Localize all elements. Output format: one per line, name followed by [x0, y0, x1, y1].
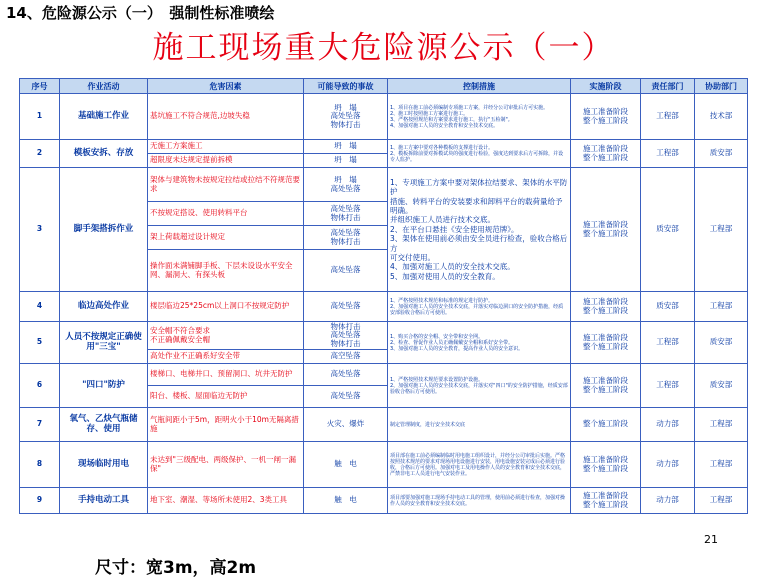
table-row	[20, 94, 748, 140]
activity-cell: "四口"防护	[60, 364, 148, 408]
stage-cell: 施工准备阶段 整个施工阶段	[571, 364, 641, 408]
hazard-cell: 基坑施工不符合规范,边坡失稳	[148, 94, 304, 140]
hazard-cell: 地下室、潮湿、等场所未使用2、3类工具	[148, 488, 304, 514]
accident-item: 坍 塌	[334, 102, 357, 112]
hazard-cell: 架体与建筑物未按规定拉结或拉结不符规范要求	[148, 168, 304, 202]
dept-cell: 工程部	[641, 364, 695, 408]
control-cell: 1、严格按照技术规范和标准的规定进行防护。 2、加强对施工人员的安全技术交底，并落实对临边洞口的安全防护措施，经质安部验收合格后方可使用。	[388, 292, 571, 322]
header-control: 控制措施	[388, 79, 571, 94]
table-row	[20, 322, 748, 350]
assist-dept-cell: 工程部	[695, 408, 748, 442]
hazard-cell: 楼层临边25*25cm以上洞口不按规定防护	[148, 292, 304, 322]
page-title: 施工现场重大危险源公示（一）	[152, 30, 615, 66]
control-cell: 制定管理制度，进行安全技术交底	[388, 408, 571, 442]
row-number: 6	[20, 364, 60, 408]
accident-cell	[304, 386, 388, 408]
hazard-cell: 阳台、楼板、屋面临边无防护	[148, 386, 304, 408]
accident-item: 高处坠落	[330, 227, 361, 237]
assist-dept-cell: 工程部	[695, 168, 748, 292]
accident-cell	[304, 250, 388, 292]
page-number: 21	[704, 533, 718, 546]
stage-cell: 施工准备阶段 整个施工阶段	[571, 168, 641, 292]
hazard-cell: 架上荷载超过设计规定	[148, 226, 304, 250]
control-cell: 项目部在施工前必须编制临时用电施工组织设计，并经分公司审批后实施。严格按照技术规范的要求对现场用电设施进行安装，用电设施安装完成后必须进行验收，合格后方可使用。加强对电工及用电操作人员的安全教育和安全技术交底，严禁非电工人员进行电气安装作业。	[388, 442, 571, 488]
activity-cell: 现场临时用电	[60, 442, 148, 488]
accident-cell	[304, 226, 388, 250]
accident-item: 高处坠落	[330, 330, 361, 340]
accident-item: 高处坠落	[330, 203, 361, 213]
hazard-cell: 无施工方案施工	[148, 140, 304, 154]
dept-cell: 动力部	[641, 488, 695, 514]
hazard-cell: 操作面未满铺脚手板、下层未设设水平安全网、漏洞大、有探头板	[148, 250, 304, 292]
stage-cell: 施工准备阶段 整个施工阶段	[571, 322, 641, 364]
accident-cell	[304, 292, 388, 322]
header-assist: 协助部门	[695, 79, 748, 94]
row-number: 3	[20, 168, 60, 292]
accident-item: 高处坠落	[330, 111, 361, 121]
hazard-cell: 超限度未达规定提前拆模	[148, 154, 304, 168]
table-body	[20, 94, 748, 514]
activity-cell: 手持电动工具	[60, 488, 148, 514]
row-number: 8	[20, 442, 60, 488]
assist-dept-cell: 质安部	[695, 364, 748, 408]
table-row	[20, 364, 748, 386]
accident-cell	[304, 154, 388, 168]
activity-cell: 模板安拆、存放	[60, 140, 148, 168]
dept-cell: 工程部	[641, 322, 695, 364]
header-stage: 实施阶段	[571, 79, 641, 94]
header-no: 序号	[20, 79, 60, 94]
activity-cell: 基础施工作业	[60, 94, 148, 140]
row-number: 5	[20, 322, 60, 364]
stage-cell: 整个施工阶段	[571, 408, 641, 442]
accident-item: 物体打击	[330, 338, 361, 348]
row-number: 9	[20, 488, 60, 514]
accident-item: 高空坠落	[330, 351, 361, 361]
control-cell: 1、专项施工方案中要对架体拉结要求、架体的水平防护 措施、转料平台的安装要求和卸料平台的载荷量给予明确。 并组织施工人员进行技术交底。 2、在平台口悬挂《安全使用规范牌》。 3、架体在使用前必须由安全员进行检查，验收合格后方 可交付使用。 4、加强对施工人员的安全技术交底。 5、加强对使用人员的安全教育。	[388, 168, 571, 292]
row-number: 2	[20, 140, 60, 168]
accident-item: 坍 塌	[334, 174, 357, 184]
assist-dept-cell: 技术部	[695, 94, 748, 140]
assist-dept-cell: 工程部	[695, 442, 748, 488]
hazard-cell: 未达到"三级配电、两级保护、一机一闸一漏保"	[148, 442, 304, 488]
stage-cell: 施工准备阶段 整个施工阶段	[571, 488, 641, 514]
control-cell: 1、项目在施工前必须编制专项施工方案，并经分公司审批后方可实施。 2、施工时按照施工方案进行施工。 3、严格按照规范和方案要求进行施工，执行"五检制"。 4、加强对施工人员的安全教育和安全技术交底。	[388, 94, 571, 140]
dept-cell: 工程部	[641, 94, 695, 140]
header-hazard: 危害因素	[148, 79, 304, 94]
assist-dept-cell: 工程部	[695, 292, 748, 322]
control-cell: 1、严格按照技术规范要求设置防护设施。 2、加强对施工人员的安全技术交底，并落实对"四口"的安全防护措施，经质安部验收合格后方可使用。	[388, 364, 571, 408]
stage-cell: 施工准备阶段 整个施工阶段	[571, 140, 641, 168]
hazard-cell: 气瓶间距小于5m，距明火小于10m无隔离措施	[148, 408, 304, 442]
accident-cell	[304, 408, 388, 442]
dept-cell: 动力部	[641, 442, 695, 488]
hazard-cell: 楼梯口、电梯井口、预留洞口、坑井无防护	[148, 364, 304, 386]
header-accident: 可能导致的事故	[304, 79, 388, 94]
hazard-table-wrapper	[19, 78, 747, 514]
table-row	[20, 168, 748, 202]
table-row	[20, 442, 748, 488]
accident-item: 物体打击	[330, 119, 361, 129]
accident-item: 高处坠落	[330, 183, 361, 193]
assist-dept-cell: 质安部	[695, 322, 748, 364]
section-heading: 14、危险源公示（一） 强制性标准喷绘	[6, 4, 275, 22]
accident-cell	[304, 350, 388, 364]
control-cell: 项目部要加强对施工现场手持电动工具的管理，使用前必须进行检查，加强对操作人员的安全教育和安全技术交底。	[388, 488, 571, 514]
accident-item: 物体打击	[330, 321, 361, 331]
stage-cell: 施工准备阶段 整个施工阶段	[571, 94, 641, 140]
accident-cell	[304, 322, 388, 350]
row-number: 7	[20, 408, 60, 442]
table-row	[20, 140, 748, 154]
stage-cell: 施工准备阶段 整个施工阶段	[571, 292, 641, 322]
control-cell: 1、施工方案中要对各种模板的支撑进行设计。 2、模板拆除前要对拆模试块的强度进行检验，强度达到要求后方可拆除，并设专人监护。	[388, 140, 571, 168]
hazard-cell: 高处作业不正确系好安全带	[148, 350, 304, 364]
hazard-table	[19, 78, 748, 514]
hazard-cell: 不按规定搭设、使用转料平台	[148, 202, 304, 226]
accident-item: 触 电	[334, 495, 357, 505]
accident-item: 高处坠落	[330, 301, 361, 311]
accident-item: 物体打击	[330, 212, 361, 222]
accident-cell	[304, 168, 388, 202]
dept-cell: 质安部	[641, 292, 695, 322]
accident-item: 触 电	[334, 459, 357, 469]
activity-cell: 脚手架搭拆作业	[60, 168, 148, 292]
accident-cell	[304, 364, 388, 386]
stage-cell: 施工准备阶段 整个施工阶段	[571, 442, 641, 488]
dept-cell: 动力部	[641, 408, 695, 442]
accident-cell	[304, 140, 388, 154]
accident-item: 坍 塌	[334, 141, 357, 151]
accident-item: 高处坠落	[330, 391, 361, 401]
accident-cell	[304, 488, 388, 514]
assist-dept-cell: 质安部	[695, 140, 748, 168]
accident-cell	[304, 442, 388, 488]
dept-cell: 工程部	[641, 140, 695, 168]
header-dept: 责任部门	[641, 79, 695, 94]
table-row	[20, 488, 748, 514]
assist-dept-cell: 工程部	[695, 488, 748, 514]
control-cell: 1、购买合格的安全帽、安全带和安全网。 2、检查、督促作业人员正确佩戴安全帽和系好安全带。 3、加强对施工人员的安全教育，提高作业人员的安全意识。	[388, 322, 571, 364]
accident-cell	[304, 94, 388, 140]
accident-item: 高处坠落	[330, 265, 361, 275]
table-header-row	[20, 79, 748, 94]
activity-cell: 氧气、乙炔气瓶储存、使用	[60, 408, 148, 442]
table-row	[20, 292, 748, 322]
header-activity: 作业活动	[60, 79, 148, 94]
accident-item: 物体打击	[330, 236, 361, 246]
activity-cell: 临边高处作业	[60, 292, 148, 322]
accident-item: 高处坠落	[330, 369, 361, 379]
size-note: 尺寸：宽3m，高2m	[95, 558, 257, 578]
dept-cell: 质安部	[641, 168, 695, 292]
accident-item: 火灾、爆炸	[326, 419, 365, 429]
accident-cell	[304, 202, 388, 226]
table-row	[20, 408, 748, 442]
row-number: 4	[20, 292, 60, 322]
hazard-cell: 安全帽不符合要求 不正确佩戴安全帽	[148, 322, 304, 350]
accident-item: 坍 塌	[334, 155, 357, 165]
row-number: 1	[20, 94, 60, 140]
activity-cell: 人员不按规定正确使用"三宝"	[60, 322, 148, 364]
